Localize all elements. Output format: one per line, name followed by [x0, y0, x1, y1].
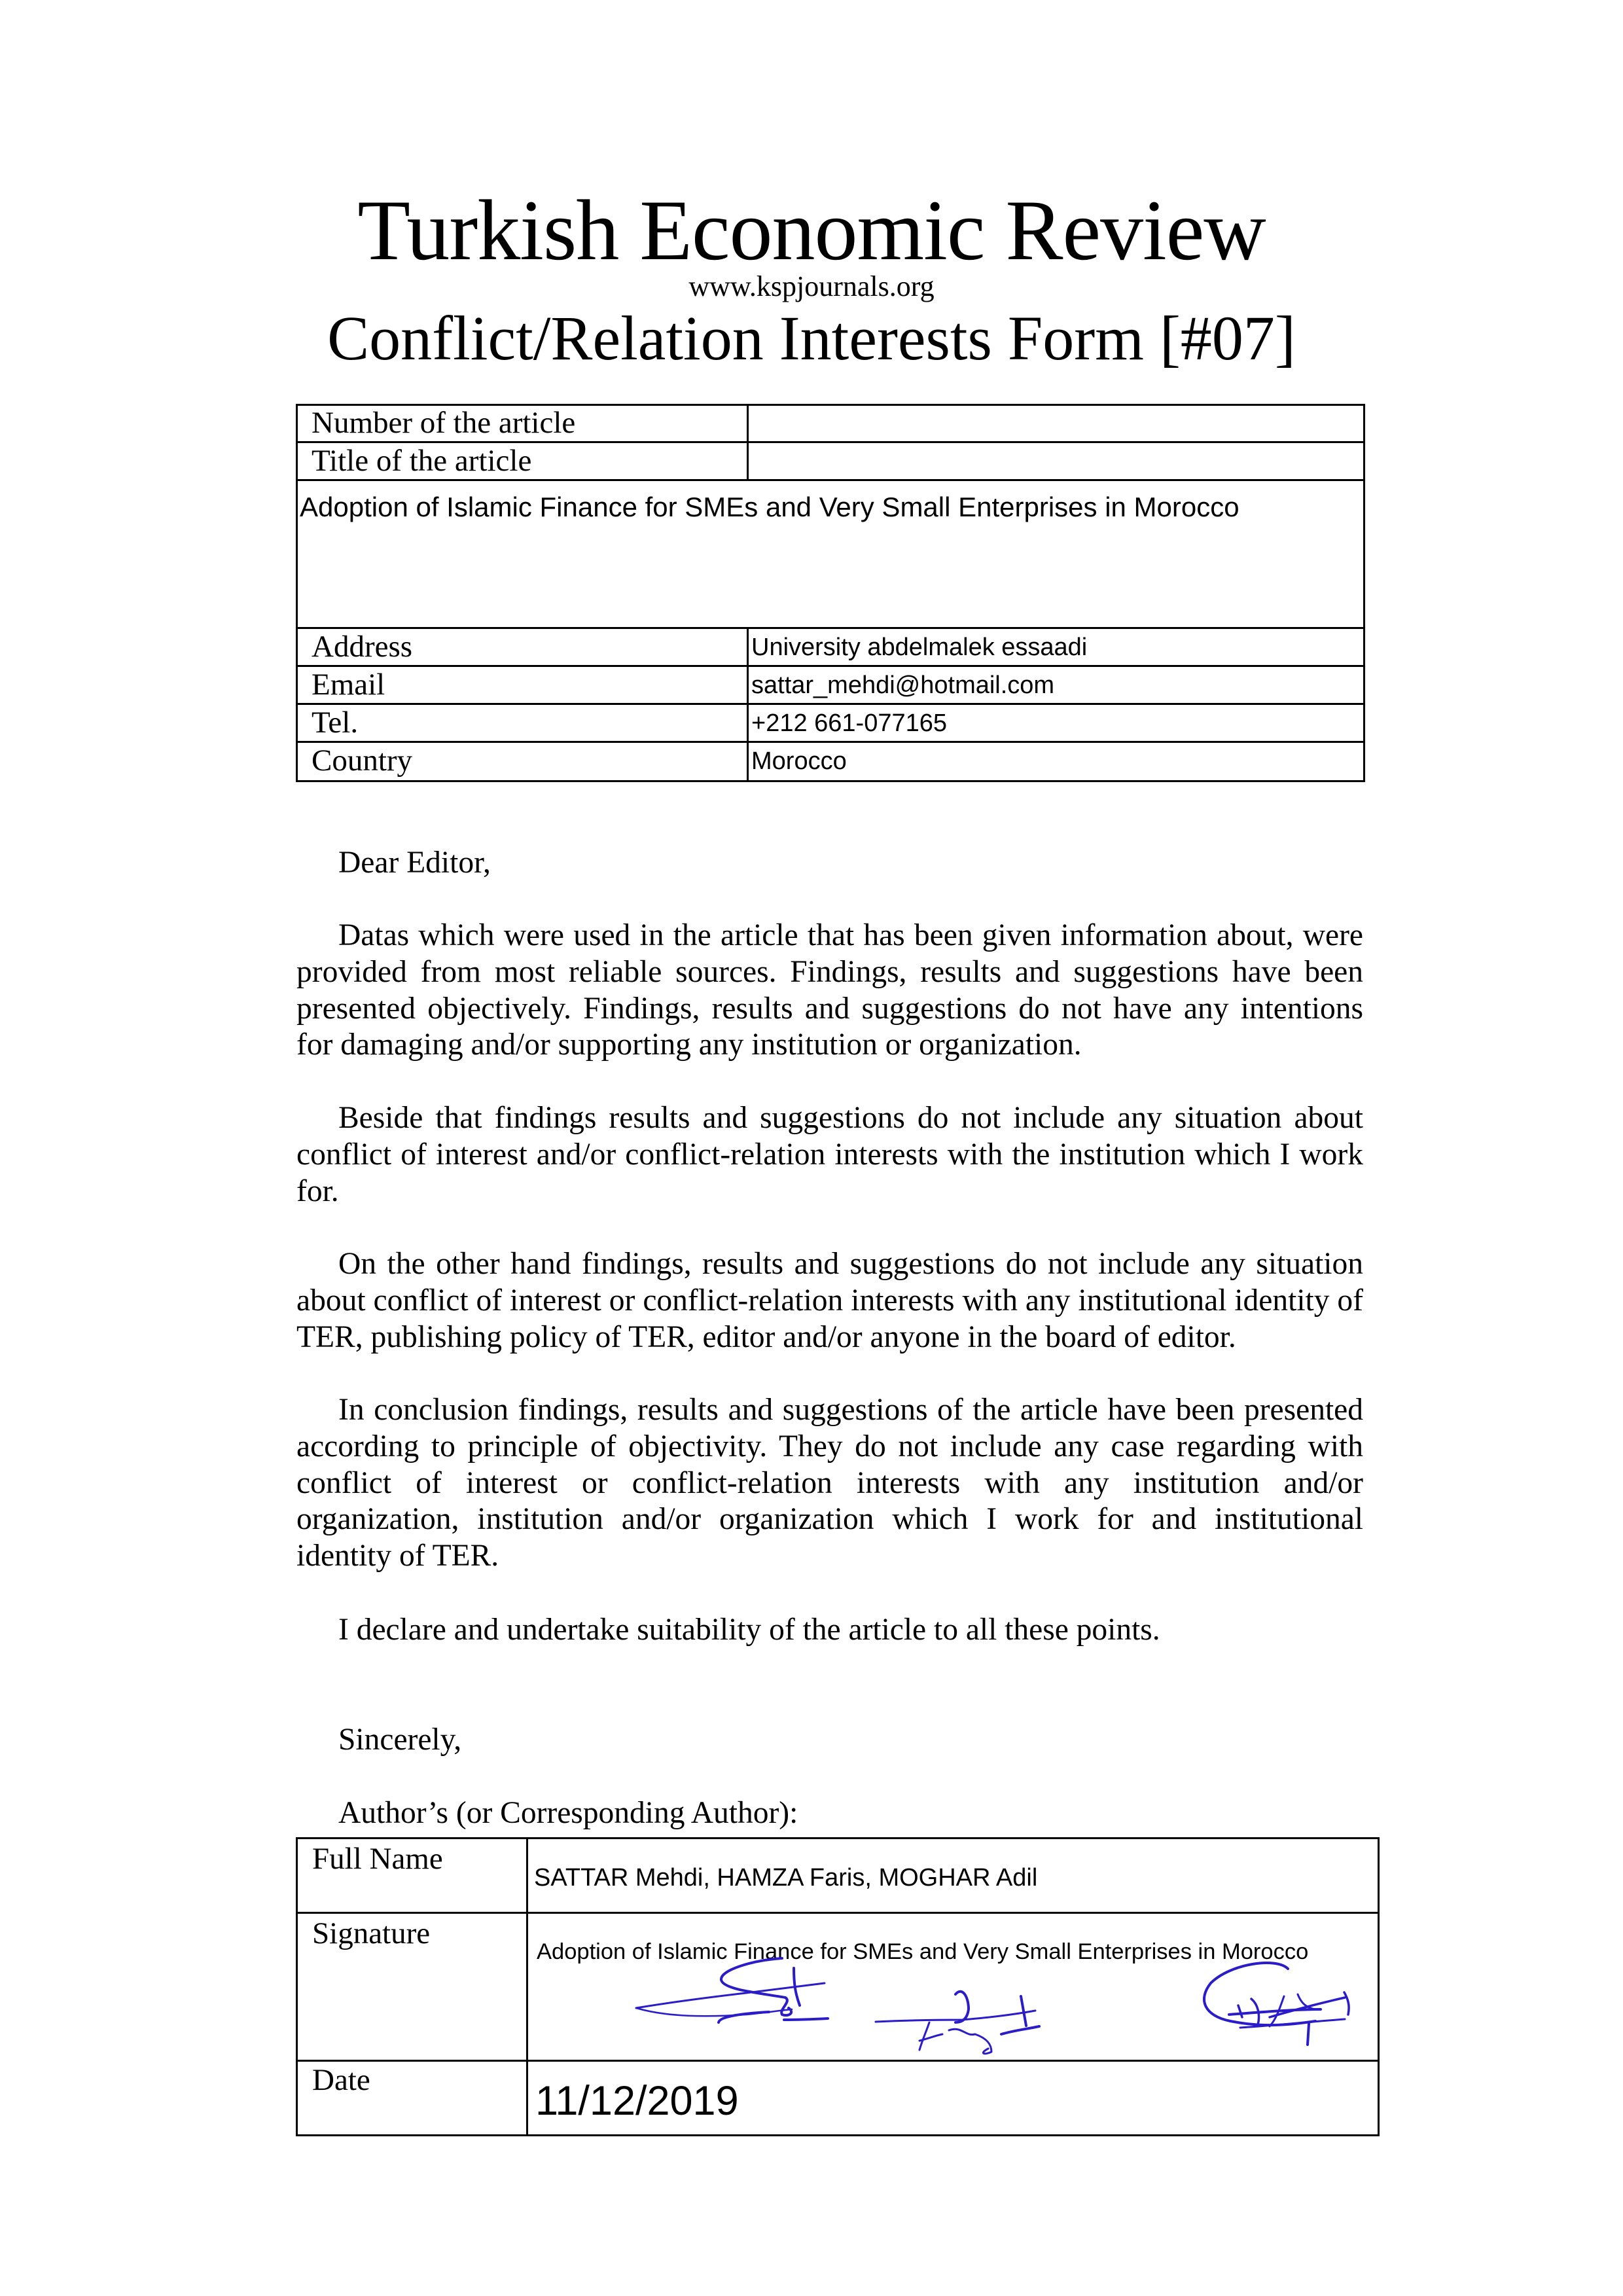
- paragraph-data-sources: Datas which were used in the article that has been given information about, were provided from most reliable sources. Findings, results and suggestions have been presented objectively. Findings, results and suggestions do not have any intentions for damaging and/or supporting any institution or organization.: [296, 918, 1363, 1062]
- full-name-label: Full Name: [312, 1842, 443, 1876]
- table-divider: [296, 703, 1365, 705]
- signature-3-icon: [1178, 1944, 1374, 2062]
- table-divider: [296, 665, 1365, 667]
- tel-value[interactable]: +212 661-077165: [751, 709, 948, 737]
- signature-2-icon: [864, 1957, 1060, 2062]
- journal-title: Turkish Economic Review: [357, 182, 1266, 278]
- paragraph-institution: Beside that findings results and suggestions do not include any situation about conflict of interest and/or conflict-relation interests with the institution which I work for.: [296, 1101, 1363, 1208]
- table-column-divider: [526, 1837, 528, 2136]
- email-label: Email: [312, 668, 385, 702]
- signature-1-icon: [628, 1957, 838, 2062]
- address-value[interactable]: University abdelmalek essaadi: [751, 634, 1088, 661]
- number-of-article-label: Number of the article: [312, 406, 576, 440]
- closing: Sincerely,: [338, 1723, 462, 1757]
- declaration: I declare and undertake suitability of the article to all these points.: [338, 1613, 1160, 1647]
- table-column-divider: [747, 627, 749, 782]
- table-column-divider: [747, 404, 749, 480]
- table-divider: [296, 627, 1365, 629]
- title-of-article-label: Title of the article: [312, 444, 532, 478]
- signature-label: Signature: [312, 1916, 431, 1950]
- email-value[interactable]: sattar_mehdi@hotmail.com: [751, 672, 1055, 699]
- table-divider: [296, 1912, 1380, 1914]
- article-title-text[interactable]: Adoption of Islamic Finance for SMEs and Very Small Enterprises in Morocco: [300, 492, 1240, 522]
- title-of-article-field[interactable]: [750, 445, 1362, 478]
- address-label: Address: [312, 630, 413, 664]
- number-of-article-field[interactable]: [750, 407, 1362, 440]
- table-divider: [296, 741, 1365, 743]
- date-label: Date: [312, 2063, 370, 2097]
- paragraph-conclusion: In conclusion findings, results and suggestions of the article have been presented according to principle of objectivity. They do not include any case regarding with conflict of interest or conflict-relation interests with any institution and/or organization, institution and/or organization which I work for and institutional identity of TER.: [296, 1393, 1363, 1573]
- salutation: Dear Editor,: [338, 846, 491, 880]
- paragraph-ter-identity: On the other hand findings, results and suggestions do not include any situation about conflict of interest or conflict-relation interests with any institutional identity of TER, publishing policy of TER, editor and/or anyone in the board of editor.: [296, 1247, 1363, 1354]
- tel-label: Tel.: [312, 706, 359, 740]
- table-divider: [296, 479, 1365, 481]
- form-title: Conflict/Relation Interests Form [#07]: [327, 303, 1296, 373]
- full-name-value[interactable]: SATTAR Mehdi, HAMZA Faris, MOGHAR Adil: [534, 1864, 1038, 1892]
- date-value[interactable]: 11/12/2019: [535, 2078, 739, 2124]
- authors-heading: Author’s (or Corresponding Author):: [338, 1796, 798, 1830]
- signature-caption: Adoption of Islamic Finance for SMEs and Very Small Enterprises in Morocco: [537, 1939, 1309, 1964]
- journal-website: www.kspjournals.org: [688, 270, 935, 302]
- country-label: Country: [312, 744, 413, 778]
- country-value[interactable]: Morocco: [751, 747, 847, 775]
